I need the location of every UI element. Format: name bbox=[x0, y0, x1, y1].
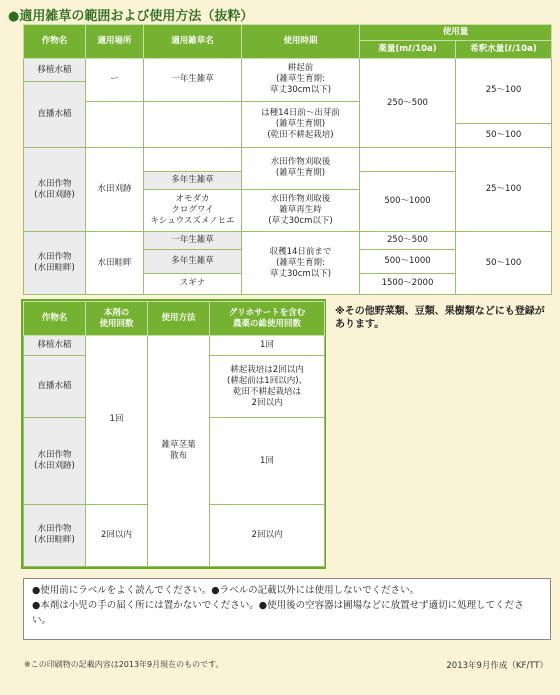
dose-cell: 250～500 bbox=[360, 232, 456, 250]
header-timing: 使用時期 bbox=[242, 25, 360, 59]
total-cell: 2回以内 bbox=[210, 504, 325, 566]
weed-cell: 多年生雑草 bbox=[144, 250, 242, 273]
notice-line: ●使用前にラベルをよく読んでください。●ラベルの記載以外には使用しないでください。 bbox=[32, 585, 420, 596]
weed-cell: 一年生雑草 bbox=[144, 232, 242, 250]
header-dose: 薬量(mℓ/10a) bbox=[360, 40, 456, 58]
header-times: 本剤の 使用回数 bbox=[86, 302, 148, 336]
crop-cell: 水田作物 (水田刈跡) bbox=[24, 418, 86, 504]
method-cell: 雑草茎葉 散布 bbox=[148, 336, 210, 567]
water-cell: 50～100 bbox=[456, 123, 552, 147]
side-note: ※その他野菜類、豆類、果樹類などにも登録があります。 bbox=[335, 306, 545, 330]
times-cell: 2回以内 bbox=[86, 504, 148, 566]
site-cell-blank bbox=[86, 101, 144, 148]
crop-cell: 直播水稲 bbox=[24, 82, 86, 148]
header-crop: 作物名 bbox=[24, 302, 86, 336]
water-cell: 25～100 bbox=[456, 148, 552, 232]
weed-cell: オモダカ クログワイ キシュウスズメノヒエ bbox=[144, 189, 242, 232]
crop-cell: 水田作物 (水田刈跡) bbox=[24, 148, 86, 232]
dose-cell: 1500～2000 bbox=[360, 273, 456, 294]
water-cell: 25～100 bbox=[456, 59, 552, 124]
timing-cell: は種14日前～出芽前 (雑草生育期) (乾田不耕起栽培) bbox=[242, 101, 360, 148]
page-title: ●適用雑草の範囲および使用方法（抜粋） bbox=[8, 9, 254, 24]
total-cell: 耕起栽培は2回以内 (耕起前は1回以内)、 乾田不耕起栽培は 2回以内 bbox=[210, 356, 325, 418]
timing-cell: 水田作物刈取後 雑草再生時 (草丈30cm以下) bbox=[242, 189, 360, 232]
dose-cell: 500～1000 bbox=[360, 171, 456, 232]
weed-cell-blank bbox=[144, 148, 242, 171]
total-cell: 1回 bbox=[210, 418, 325, 504]
crop-cell: 水田作物 (水田畦畔) bbox=[24, 232, 86, 295]
crop-cell: 水田作物 (水田畦畔) bbox=[24, 504, 86, 566]
notice-line: ●本剤は小児の手の届く所には置かないでください。●使用後の空容器は圃場などに放置せず適切に処理してください。 bbox=[32, 600, 524, 626]
application-range-table bbox=[23, 24, 552, 295]
site-cell: ー bbox=[86, 59, 144, 102]
crop-cell: 移植水稲 bbox=[24, 59, 86, 82]
notice-box bbox=[23, 578, 551, 640]
header-usage: 使用量 bbox=[360, 25, 552, 41]
weed-cell: スギナ bbox=[144, 273, 242, 294]
site-cell: 水田刈跡 bbox=[86, 148, 144, 232]
header-water: 希釈水量(ℓ/10a) bbox=[456, 40, 552, 58]
total-cell: 1回 bbox=[210, 336, 325, 356]
weed-cell: 多年生雑草 bbox=[144, 171, 242, 189]
footer-date: 2013年9月作成（KF/TT） bbox=[446, 661, 548, 671]
times-cell: 1回 bbox=[86, 336, 148, 505]
header-weeds: 適用雑草名 bbox=[144, 25, 242, 59]
header-total: グリホサートを含む 農薬の総使用回数 bbox=[210, 302, 325, 336]
site-cell: 水田畦畔 bbox=[86, 232, 144, 295]
weed-cell-blank bbox=[144, 101, 242, 148]
timing-cell: 耕起前 (雑草生育期: 草丈30cm以下) bbox=[242, 59, 360, 102]
header-crop: 作物名 bbox=[24, 25, 86, 59]
timing-cell: 水田作物刈取後 (雑草生育期) bbox=[242, 148, 360, 189]
footer-note: ※この印刷物の記載内容は2013年9月現在のものです。 bbox=[24, 660, 224, 669]
dose-cell-blank bbox=[360, 148, 456, 171]
timing-cell: 収穫14日前まで (雑草生育期: 草丈30cm以下) bbox=[242, 232, 360, 295]
dose-cell: 250～500 bbox=[360, 59, 456, 148]
header-site: 適用場所 bbox=[86, 25, 144, 59]
weed-cell: 一年生雑草 bbox=[144, 59, 242, 102]
dose-cell: 500～1000 bbox=[360, 250, 456, 273]
crop-cell: 直播水稲 bbox=[24, 356, 86, 418]
usage-count-table bbox=[23, 301, 325, 567]
crop-cell: 移植水稲 bbox=[24, 336, 86, 356]
water-cell: 50～100 bbox=[456, 232, 552, 295]
header-method: 使用方法 bbox=[148, 302, 210, 336]
